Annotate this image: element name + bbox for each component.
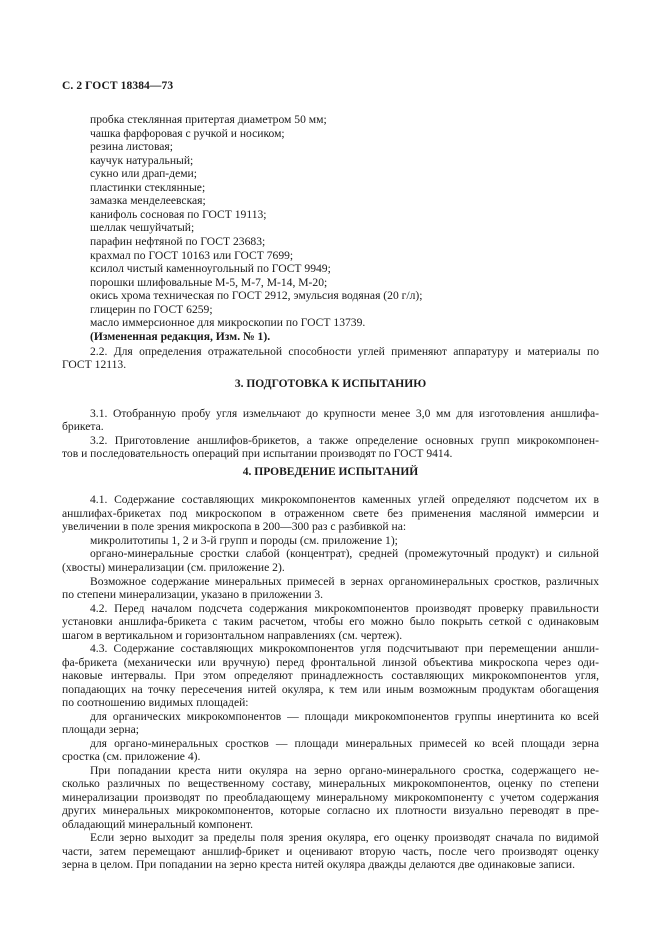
material-item: пробка стеклянная притертая диаметром 50 мм; <box>90 113 327 126</box>
paragraph-4-2-line: шагом в вертикальном и горизонтальном направлениях (см. чертеж). <box>62 628 403 642</box>
list-item-line: для органических микрокомпонентов — площади микрокомпонентов группы инертинита ко всей <box>90 709 599 723</box>
paragraph-line: обладающий минеральный компонент. <box>62 817 253 831</box>
list-item-line: (хвосты) минерализации (см. приложение 2). <box>62 560 285 574</box>
paragraph-3-2-line: 3.2. Приготовление аншлифов-брикетов, а также определение основных групп микрокомпонен- <box>90 434 599 447</box>
paragraph-4-3-line: фа-брикета (механически или вручную) перед фронтальной линзой объектива микроскопа через оди- <box>62 655 599 669</box>
paragraph-4-2-line: 4.2. Перед началом подсчета содержания микрокомпонентов производят проверку правильности <box>90 601 599 615</box>
paragraph-4-1-line: аншлифах-брикетах под микроскопом в отраженном свете без применения масляной иммерсии и <box>62 506 599 520</box>
paragraph-line: минерализации производят по преобладающему минеральному микрокомпоненту с учетом содержания <box>62 790 599 804</box>
paragraph-4-3-line: наковые интервалы. При этом определяют принадлежность составляющих микрокомпонентов угля, <box>62 669 599 682</box>
paragraph-4-1-line: 4.1. Содержание составляющих микрокомпонентов каменных углей определяют подсчетом их в <box>90 493 599 506</box>
paragraph-line: При попадании креста нити окуляра на зерно органо-минерального сростка, содержащего не- <box>90 763 599 777</box>
paragraph-2-2-line: 2.2. Для определения отражательной способности углей применяют аппаратуру и материалы по <box>90 345 599 358</box>
paragraph-line: по степени минерализации, указано в приложении 3. <box>62 588 324 601</box>
material-item: парафин нефтяной по ГОСТ 23683; <box>90 234 266 248</box>
section-4-heading: 4. ПРОВЕДЕНИЕ ИСПЫТАНИЙ <box>242 466 419 478</box>
paragraph-line: других минеральных микрокомпонентов, которые согласно их плотности визуально переводят в пре- <box>62 804 599 817</box>
material-item: каучук натуральный; <box>90 153 194 167</box>
paragraph-4-3-line: попадающих на точку пересечения нитей окуляра, к тем или иным возможным продуктам обогащения <box>62 682 599 696</box>
paragraph-3-1-line: брикета. <box>62 420 104 433</box>
material-item: крахмал по ГОСТ 10163 или ГОСТ 7699; <box>90 248 294 262</box>
paragraph-2-2-line: ГОСТ 12113. <box>62 358 127 371</box>
paragraph-4-3-line: 4.3. Содержание составляющих микрокомпонентов угля подсчитывают при перемещении аншли- <box>90 642 599 655</box>
material-item: ксилол чистый каменноугольный по ГОСТ 9949; <box>90 262 331 276</box>
paragraph-line: Если зерно выходит за пределы поля зрения окуляра, его оценку производят сначала по видимой <box>90 831 599 844</box>
material-item: замазка менделеевская; <box>90 194 206 208</box>
edition-note: (Измененная редакция, Изм. № 1). <box>90 330 271 343</box>
section-3-heading: 3. ПОДГОТОВКА К ИСПЫТАНИЮ <box>234 378 427 390</box>
material-item: глицерин по ГОСТ 6259; <box>90 302 213 316</box>
paragraph-3-2-line: тов и последовательность операций при испытании производят по ГОСТ 9414. <box>62 447 453 460</box>
material-item: сукно или драп-деми; <box>90 167 197 181</box>
paragraph-line: Возможное содержание минеральных примесей в зернах органоминеральных сростков, различных <box>90 574 599 588</box>
paragraph-3-1-line: 3.1. Отобранную пробу угля измельчают до крупности менее 3,0 мм для изготовления аншлифа- <box>90 407 599 420</box>
material-item: окись хрома техническая по ГОСТ 2912, эмульсия водяная (20 г/л); <box>90 289 423 303</box>
page-header: С. 2 ГОСТ 18384—73 <box>62 80 174 92</box>
list-item-line: органо-минеральные сростки слабой (концентрат), средней (промежуточный продукт) и сильной <box>90 547 599 560</box>
list-item-line: для органо-минеральных сростков — площади минеральных примесей ко всей площади зерна <box>90 736 599 750</box>
list-item-line: площади зерна; <box>62 723 139 736</box>
material-item: шеллак чешуйчатый; <box>90 221 195 235</box>
paragraph-4-3-line: по соотношению видимых площадей: <box>62 696 249 709</box>
paragraph-line: части, затем перемещают аншлиф-брикет и оценивают вторую часть, после чего производят оценку <box>62 844 599 858</box>
material-item: пластинки стеклянные; <box>90 180 206 194</box>
material-item: канифоль сосновая по ГОСТ 19113; <box>90 207 267 221</box>
paragraph-4-1-line: увеличении в поле зрения микроскопа в 200—300 раз с разбивкой на: <box>62 520 407 533</box>
material-item: резина листовая; <box>90 140 173 154</box>
list-item-line: сростка (см. приложение 4). <box>62 750 201 763</box>
material-item: порошки шлифовальные М-5, М-7, М-14, М-20; <box>90 275 328 289</box>
list-item: микролитотипы 1, 2 и 3-й групп и породы (см. приложение 1); <box>90 533 398 547</box>
paragraph-line: сколько различных по вещественному составу, минеральных микрокомпонентов, оценку по степени <box>62 777 599 790</box>
material-item: чашка фарфоровая с ручкой и носиком; <box>90 126 285 140</box>
material-item: масло иммерсионное для микроскопии по ГОСТ 13739. <box>90 316 366 330</box>
paragraph-line: зерна в целом. При попадании на зерно креста нитей окуляра дважды делаются две одинаковые записи. <box>62 858 576 871</box>
paragraph-4-2-line: установки аншлифа-брикета с таким расчетом, чтобы его можно было покрыть сеткой с одинаковым <box>62 615 599 628</box>
